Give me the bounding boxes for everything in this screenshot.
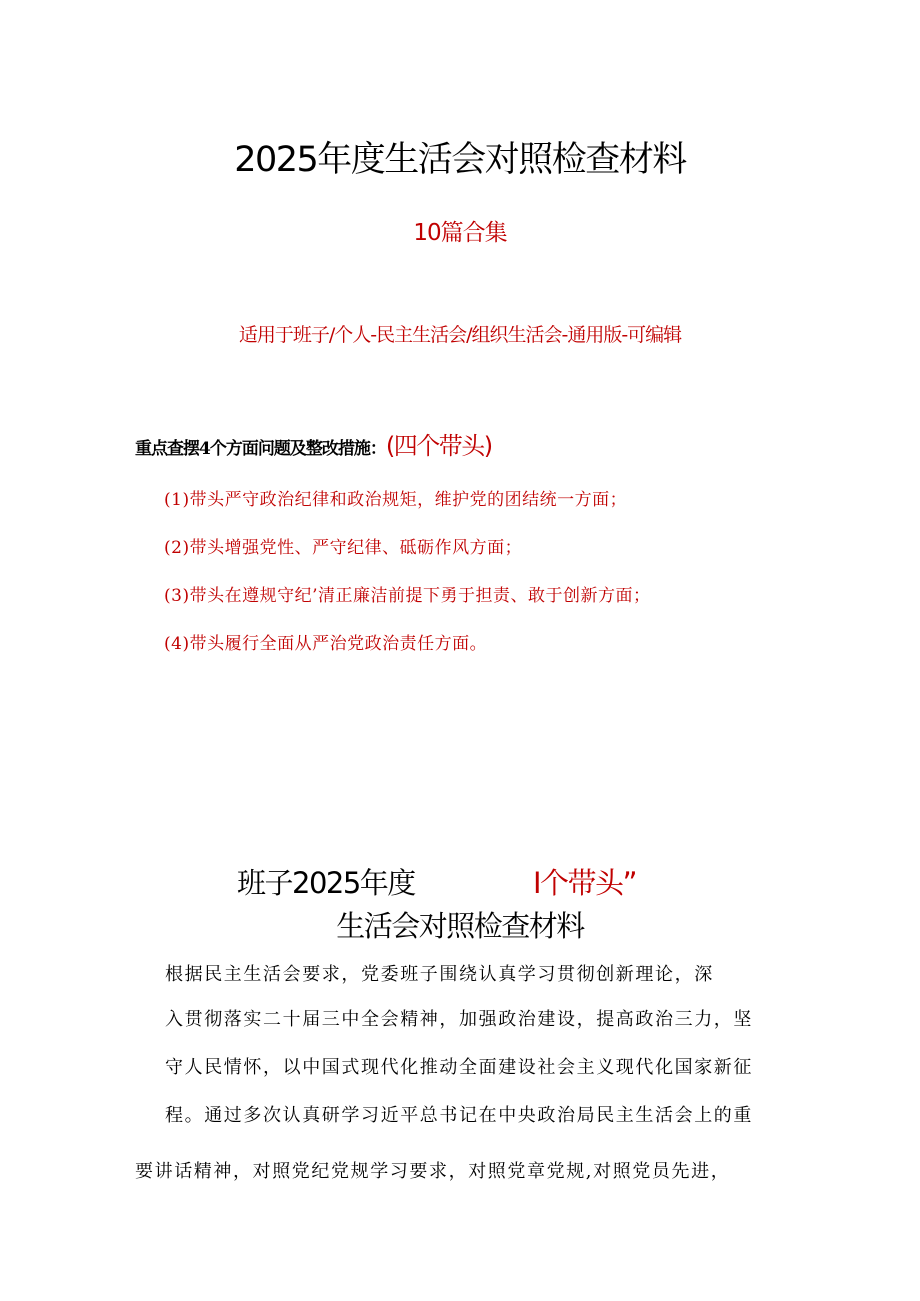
- document-title: 2025年度生活会对照检查材料: [234, 140, 686, 180]
- focus-point: (4)带头履行全面从严治党政治责任方面。: [164, 634, 488, 654]
- collection-subtitle: 10篇合集: [413, 220, 507, 246]
- body-text-line: 根据民主生活会要求，党委班子围绕认真学习贯彻创新理论，深: [165, 964, 714, 985]
- section-title-line2: 生活会对照检查材料: [336, 909, 584, 943]
- focus-heading: [135, 426, 492, 461]
- focus-point: (2)带头增强党性、严守纪律、砥砺作风方面；: [164, 538, 523, 558]
- section-title-part2: I个带头”: [533, 866, 637, 900]
- body-text-line: 入贯彻落实二十届三中全会精神，加强政治建设，提高政治三力，坚: [165, 1009, 753, 1030]
- body-text-line: 守人民情怀，以中国式现代化推动全面建设社会主义现代化国家新征: [165, 1057, 753, 1078]
- focus-point: (3)带头在遵规守纪’清正廉洁前提下勇于担责、敢于创新方面；: [164, 586, 651, 606]
- focus-heading-tag: (四个带头): [385, 432, 492, 460]
- section-title-part1: 班子2025年度: [237, 866, 415, 900]
- body-text-line: 要讲话精神，对照党纪党规学习要求，对照党章党规,对照党员先进，: [135, 1161, 731, 1182]
- focus-point: (1)带头严守政治纪律和政治规矩，维护党的团结统一方面；: [164, 490, 628, 510]
- focus-heading-text: 重点查摆4个方面问题及整改措施：: [135, 439, 386, 459]
- applicability-note: 适用于班子/个人-民主生活会/组织生活会-通用版-可编辑: [238, 324, 682, 346]
- body-text-line: 程。通过多次认真研学习近平总书记在中央政治局民主生活会上的重: [165, 1105, 753, 1126]
